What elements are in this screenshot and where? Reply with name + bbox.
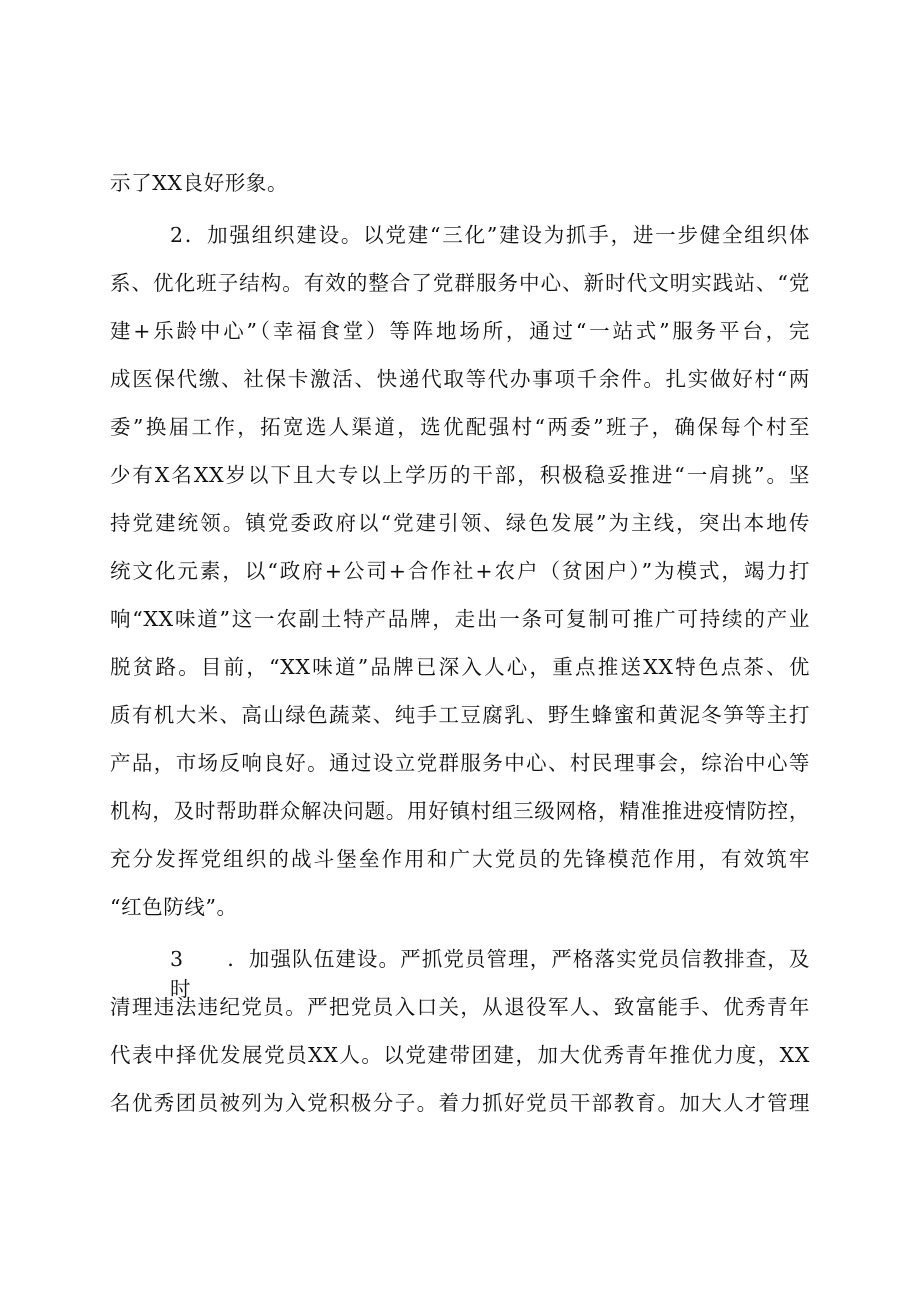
text-line-15: 充分发挥党组织的战斗堡垒作用和广大党员的先锋模范作用，有效筑牢 [110,847,810,871]
text-line-16: “红色防线”。 [110,895,238,919]
text-line-6: 委”换届工作，拓宽选人渠道，选优配强村“两委”班子，确保每个村至 [110,415,810,439]
text-line-10: 响“XX味道”这一农副土特产品牌，走出一条可复制可推广可持续的产业 [110,607,810,631]
text-line-14: 机构，及时帮助群众解决问题。用好镇村组三级网格，精准推进疫情防控， [110,799,810,823]
text-line-19: 代表中择优发展党员XX人。以党建带团建，加大优秀青年推优力度，XX [110,1043,810,1067]
text-line-12: 质有机大米、高山绿色蔬菜、纯手工豆腐乳、野生蜂蜜和黄泥冬笋等主打 [110,703,810,727]
text-line-20: 名优秀团员被列为入党积极分子。着力抓好党员干部教育。加大人才管理 [110,1091,810,1115]
text-line-7: 少有X名XX岁以下且大专以上学历的干部，积极稳妥推进“一肩挑”。坚 [110,463,810,487]
text-line-4: 建+乐龄中心”（幸福食堂）等阵地场所，通过“一站式”服务平台，完 [110,319,810,343]
text-line-2: 2．加强组织建设。以党建“三化”建设为抓手，进一步健全组织体 [170,223,810,247]
text-line-13: 产品，市场反响良好。通过设立党群服务中心、村民理事会，综治中心等 [110,751,810,775]
text-line-8: 持党建统领。镇党委政府以“党建引领、绿色发展”为主线，突出本地传 [110,511,810,535]
text-line-18: 清理违法违纪党员。严把党员入口关，从退役军人、致富能手、优秀青年 [110,995,810,1019]
text-line-17: 3 ．加强队伍建设。严抓党员管理，严格落实党员信教排查，及时 [170,947,810,1001]
text-line-3: 系、优化班子结构。有效的整合了党群服务中心、新时代文明实践站、“党 [110,271,810,295]
text-line-1: 示了XX良好形象。 [110,171,289,195]
text-line-9: 统文化元素，以“政府+公司+合作社+农户（贫困户）”为模式，竭力打 [110,559,810,583]
text-line-5: 成医保代缴、社保卡激活、快递代取等代办事项千余件。扎实做好村“两 [110,367,810,391]
text-line-11: 脱贫路。目前，“XX味道”品牌已深入人心，重点推送XX特色点茶、优 [110,655,810,679]
